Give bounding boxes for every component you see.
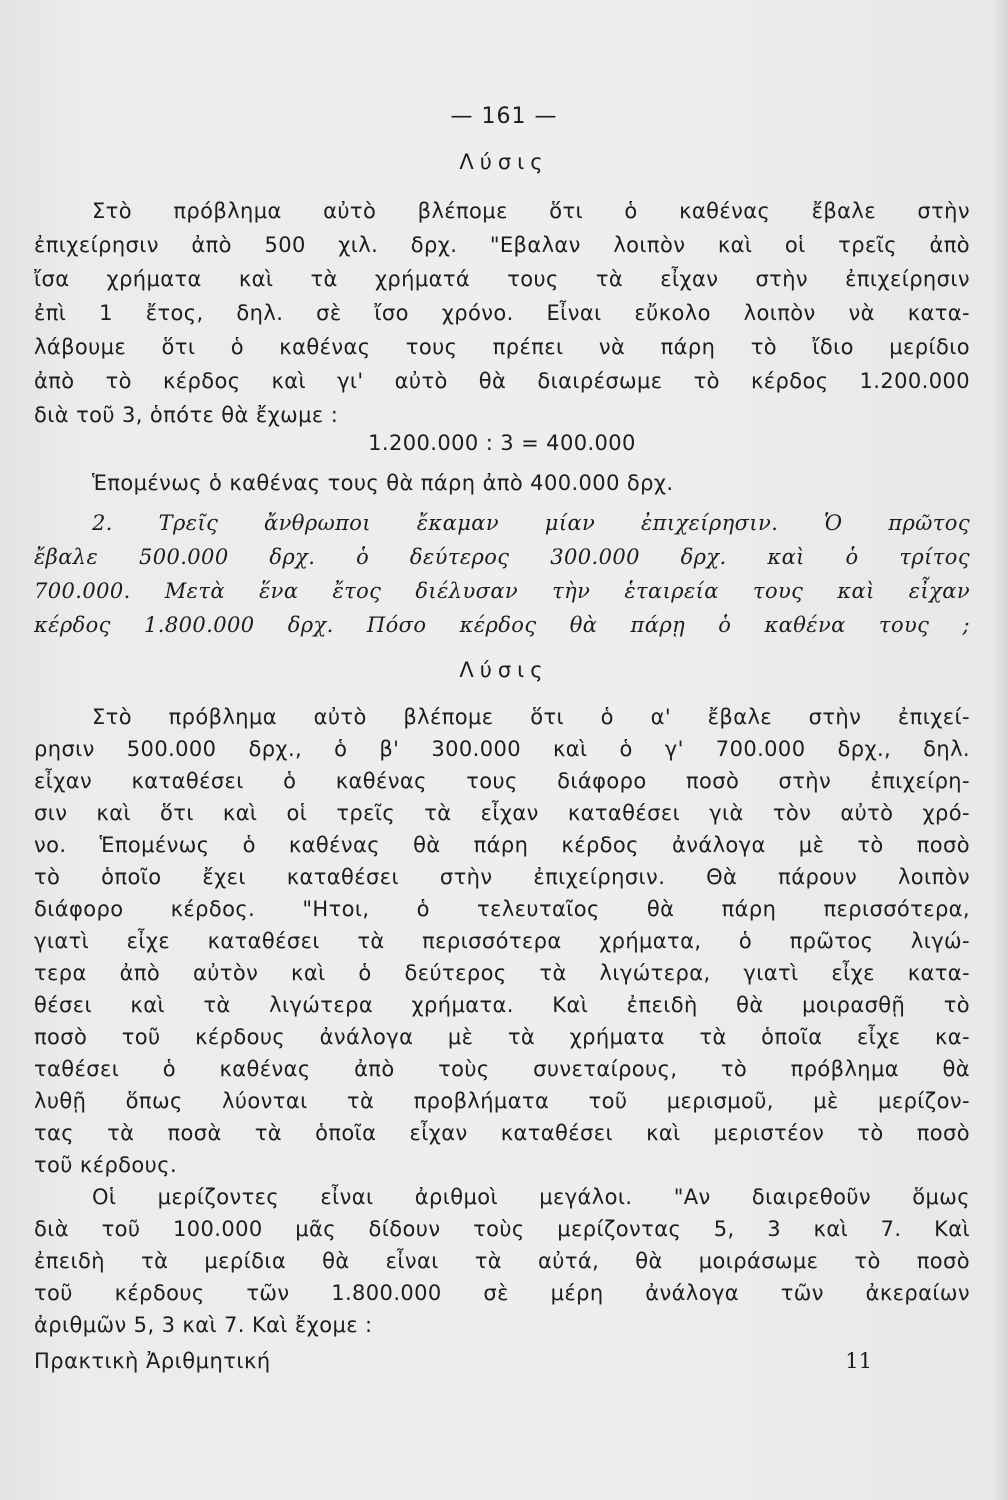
- text-line: λυθῇ ὅπως λύονται τὰ προβλήματα τοῦ μερισμοῦ, μὲ μερίζον-: [34, 1089, 970, 1113]
- text-line: τὸ ὁποῖο ἔχει καταθέσει στὴν ἐπιχείρησιν. Θὰ πάρουν λοιπὸν: [34, 865, 970, 889]
- text-line: τοῦ κέρδους τῶν 1.800.000 σὲ μέρη ἀνάλογα τῶν ἀκεραίων: [34, 1281, 970, 1305]
- heading-solution-2: Λύσις: [459, 658, 549, 682]
- text-line: νο. Ἑπομένως ὁ καθένας θὰ πάρη κέρδος ἀνάλογα μὲ τὸ ποσὸ: [34, 833, 970, 857]
- text-line: ρησιν 500.000 δρχ., ὁ β' 300.000 καὶ ὁ γ' 700.000 δρχ., δηλ.: [34, 737, 970, 761]
- problem-line: κέρδος 1.800.000 δρχ. Πόσο κέρδος θὰ πάρῃ ὁ καθένα τους ;: [34, 613, 970, 637]
- text-line: τοῦ κέρδους.: [34, 1153, 178, 1177]
- text-line: ἐπειδὴ τὰ μερίδια θὰ εἶναι τὰ αὐτά, θὰ μοιράσωμε τὸ ποσὸ: [34, 1249, 970, 1273]
- text-line: θέσει καὶ τὰ λιγώτερα χρήματα. Καὶ ἐπειδὴ θὰ μοιρασθῇ τὸ: [34, 993, 970, 1017]
- footer-signature: 11: [845, 1349, 872, 1373]
- result-line: Ἑπομένως ὁ καθένας τους θὰ πάρη ἀπὸ 400.000 δρχ.: [92, 471, 674, 495]
- heading-solution-1: Λύσις: [459, 150, 549, 174]
- text-line: ἐπὶ 1 ἔτος, δηλ. σὲ ἴσο χρόνο. Εἶναι εὔκολο λοιπὸν νὰ κατα-: [34, 301, 970, 325]
- text-line: ποσὸ τοῦ κέρδους ἀνάλογα μὲ τὰ χρήματα τὰ ὁποῖα εἶχε κα-: [34, 1025, 970, 1049]
- text-line: ἐπιχείρησιν ἀπὸ 500 χιλ. δρχ. "Εβαλαν λοιπὸν καὶ οἱ τρεῖς ἀπὸ: [34, 233, 970, 257]
- text-line: διάφορο κέρδος. "Ητοι, ὁ τελευταῖος θὰ πάρη περισσότερα,: [34, 897, 970, 921]
- text-line: εἶχαν καταθέσει ὁ καθένας τους διάφορο ποσὸ στὴν ἐπιχείρη-: [34, 769, 970, 793]
- problem-line: 700.000. Μετὰ ἕνα ἔτος διέλυσαν τὴν ἑταιρεία τους καὶ εἶχαν: [34, 579, 970, 603]
- text-line: ἴσα χρήματα καὶ τὰ χρήματά τους τὰ εἶχαν στὴν ἐπιχείρησιν: [34, 267, 970, 291]
- text-line: ἀπὸ τὸ κέρδος καὶ γι' αὐτὸ θὰ διαιρέσωμε τὸ κέρδος 1.200.000: [34, 369, 970, 393]
- text-line: Στὸ πρόβλημα αὐτὸ βλέπομε ὅτι ὁ καθένας ἔβαλε στὴν: [92, 199, 970, 223]
- text-line: γιατὶ εἶχε καταθέσει τὰ περισσότερα χρήματα, ὁ πρῶτος λιγώ-: [34, 929, 970, 953]
- text-line: Στὸ πρόβλημα αὐτὸ βλέπομε ὅτι ὁ α' ἔβαλε στὴν ἐπιχεί-: [92, 705, 970, 729]
- page-number: — 161 —: [450, 104, 558, 129]
- footer-book-title: Πρακτικὴ Ἀριθμητική: [34, 1349, 271, 1373]
- page-edge-shadow: [994, 0, 1008, 1500]
- text-line: τας τὰ ποσὰ τὰ ὁποῖα εἶχαν καταθέσει καὶ μεριστέον τὸ ποσὸ: [34, 1121, 970, 1145]
- problem-line: 2. Τρεῖς ἄνθρωποι ἔκαμαν μίαν ἐπιχείρησιν. Ὁ πρῶτος: [92, 511, 970, 535]
- text-line: διὰ τοῦ 100.000 μᾶς δίδουν τοὺς μερίζοντας 5, 3 καὶ 7. Καὶ: [34, 1217, 970, 1241]
- text-line: Οἱ μερίζοντες εἶναι ἀριθμοὶ μεγάλοι. "Αν διαιρεθοῦν ὅμως: [92, 1185, 970, 1209]
- problem-line: ἔβαλε 500.000 δρχ. ὁ δεύτερος 300.000 δρχ. καὶ ὁ τρίτος: [34, 545, 970, 569]
- equation: 1.200.000 : 3 = 400.000: [368, 431, 636, 455]
- text-line: τερα ἀπὸ αὐτὸν καὶ ὁ δεύτερος τὰ λιγώτερα, γιατὶ εἶχε κατα-: [34, 961, 970, 985]
- text-line: σιν καὶ ὅτι καὶ οἱ τρεῖς τὰ εἶχαν καταθέσει γιὰ τὸν αὐτὸ χρό-: [34, 801, 970, 825]
- text-line: ταθέσει ὁ καθένας ἀπὸ τοὺς συνεταίρους, τὸ πρόβλημα θὰ: [34, 1057, 970, 1081]
- text-line: λάβουμε ὅτι ὁ καθένας τους πρέπει νὰ πάρη τὸ ἴδιο μερίδιο: [34, 335, 970, 359]
- text-line: ἀριθμῶν 5, 3 καὶ 7. Καὶ ἔχομε :: [34, 1313, 373, 1337]
- text-line: διὰ τοῦ 3, ὁπότε θὰ ἔχωμε :: [34, 403, 339, 427]
